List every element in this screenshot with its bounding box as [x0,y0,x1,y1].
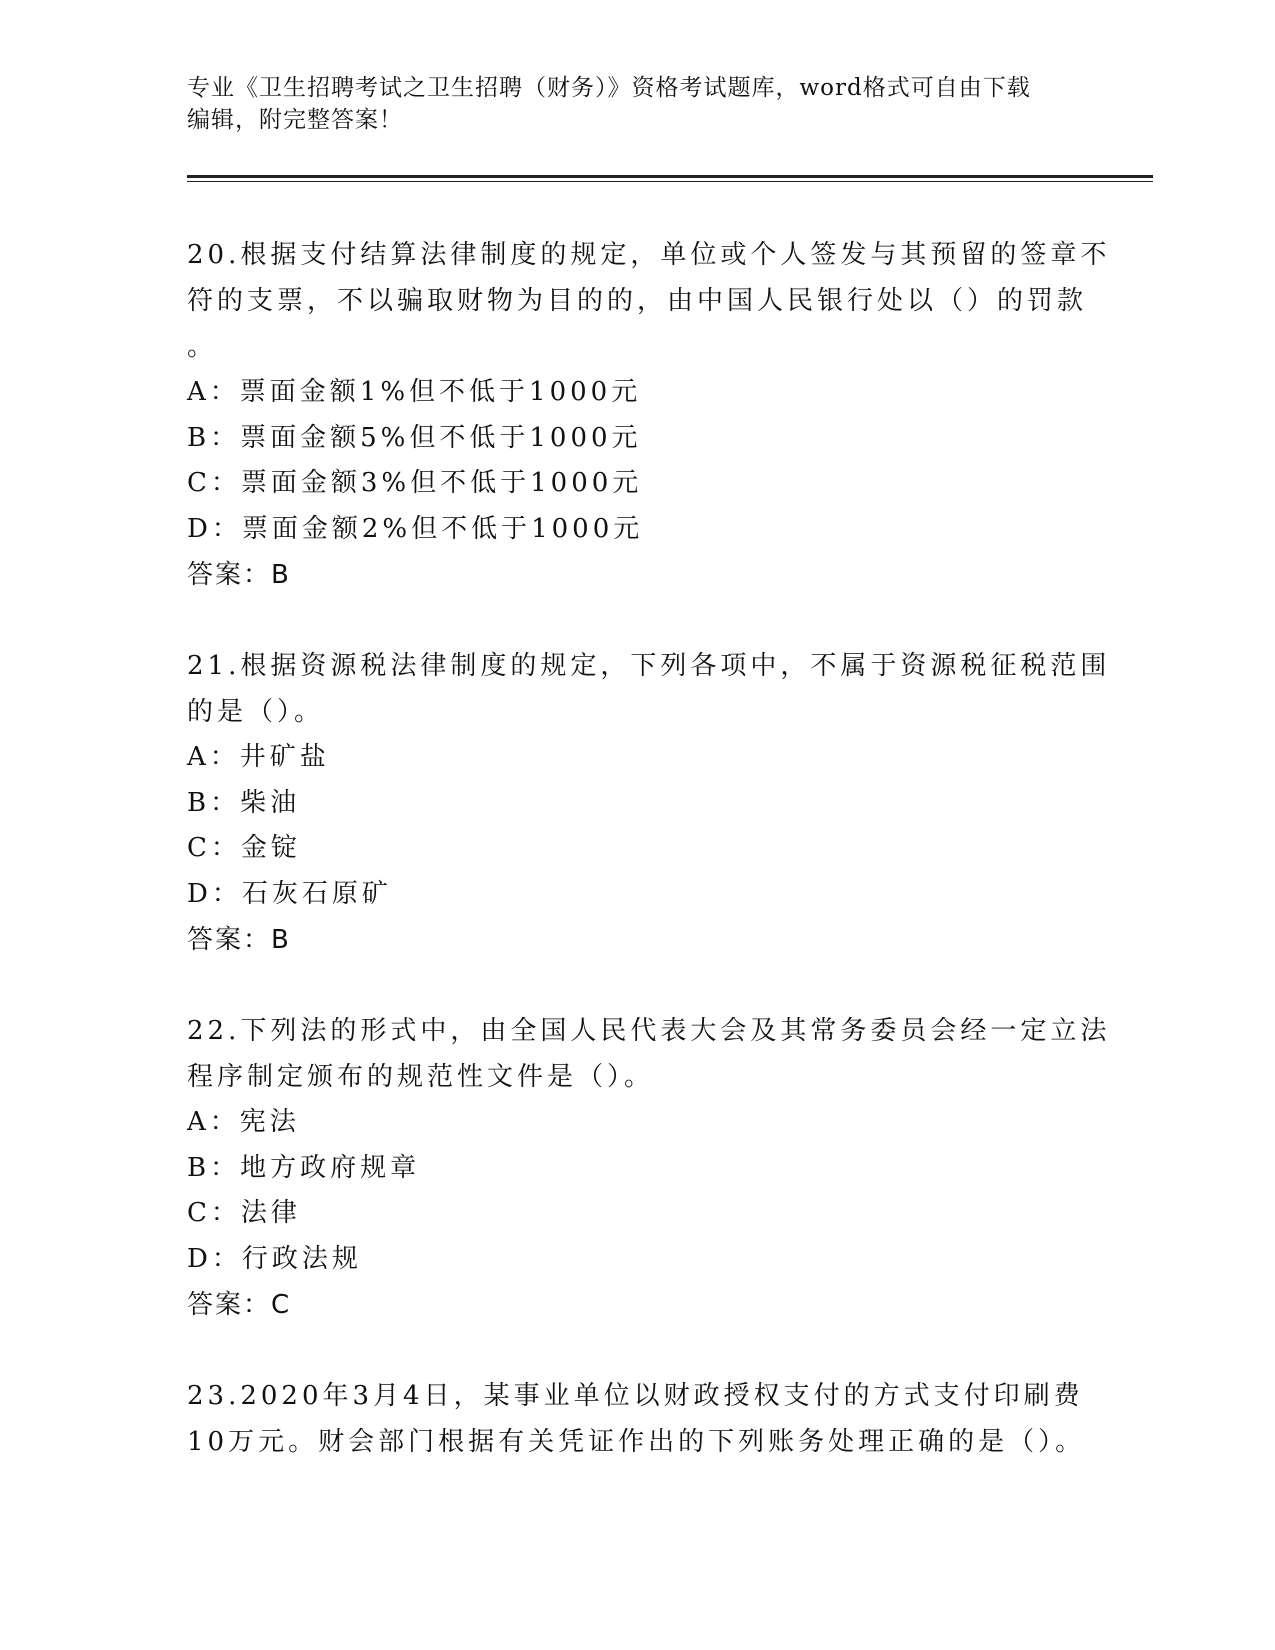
option-a: A：井矿盐 [187,742,330,772]
header-divider-thick [187,175,1153,178]
option-b: B：地方政府规章 [187,1152,421,1183]
answer-label: 答案：C [187,1290,292,1320]
question-22 [187,1008,1111,1328]
header-line-2: 编辑，附完整答案！ [187,107,403,133]
question-list [187,232,1111,1510]
option-b: B：柴油 [187,787,301,818]
answer-label: 答案：B [187,925,291,955]
header-divider-thin [187,181,1153,182]
question-text-line: 23.2020年3月4日，某事业单位以财政授权支付的方式支付印刷费 [187,1381,1084,1411]
option-c: C：法律 [187,1198,301,1228]
option-c: C：票面金额3%但不低于1000元 [187,468,643,498]
header-line-1: 专业《卫生招聘考试之卫生招聘（财务）》资格考试题库，word格式可自由下载 [187,75,1031,101]
option-d: D：石灰石原矿 [187,878,392,909]
option-b: B：票面金额5%但不低于1000元 [187,422,642,453]
option-a: A：票面金额1%但不低于1000元 [187,377,642,407]
question-text-line: 10万元。财会部门根据有关凭证作出的下列账务处理正确的是（）。 [187,1427,1086,1457]
option-a: A：宪法 [187,1107,300,1137]
question-21 [187,643,1111,963]
option-c: C：金锭 [187,833,301,863]
question-text-line: 的是（）。 [187,697,325,727]
option-d: D：票面金额2%但不低于1000元 [187,513,644,544]
question-text-line: 符的支票，不以骗取财物为目的的，由中国人民银行处以（）的罚款 [187,286,1088,316]
question-20 [187,232,1111,598]
question-text-line: 程序制定颁布的规范性文件是（）。 [187,1062,655,1092]
question-text-line: 21.根据资源税法律制度的规定，下列各项中，不属于资源税征税范围 [187,651,1111,681]
document-header [187,72,1067,136]
option-d: D：行政法规 [187,1243,362,1274]
question-text-line: 。 [187,332,218,362]
answer-label: 答案：B [187,560,291,590]
question-text-line: 22.下列法的形式中，由全国人民代表大会及其常务委员会经一定立法 [187,1016,1111,1046]
question-23 [187,1373,1087,1465]
question-text-line: 20.根据支付结算法律制度的规定，单位或个人签发与其预留的签章不 [187,240,1111,270]
